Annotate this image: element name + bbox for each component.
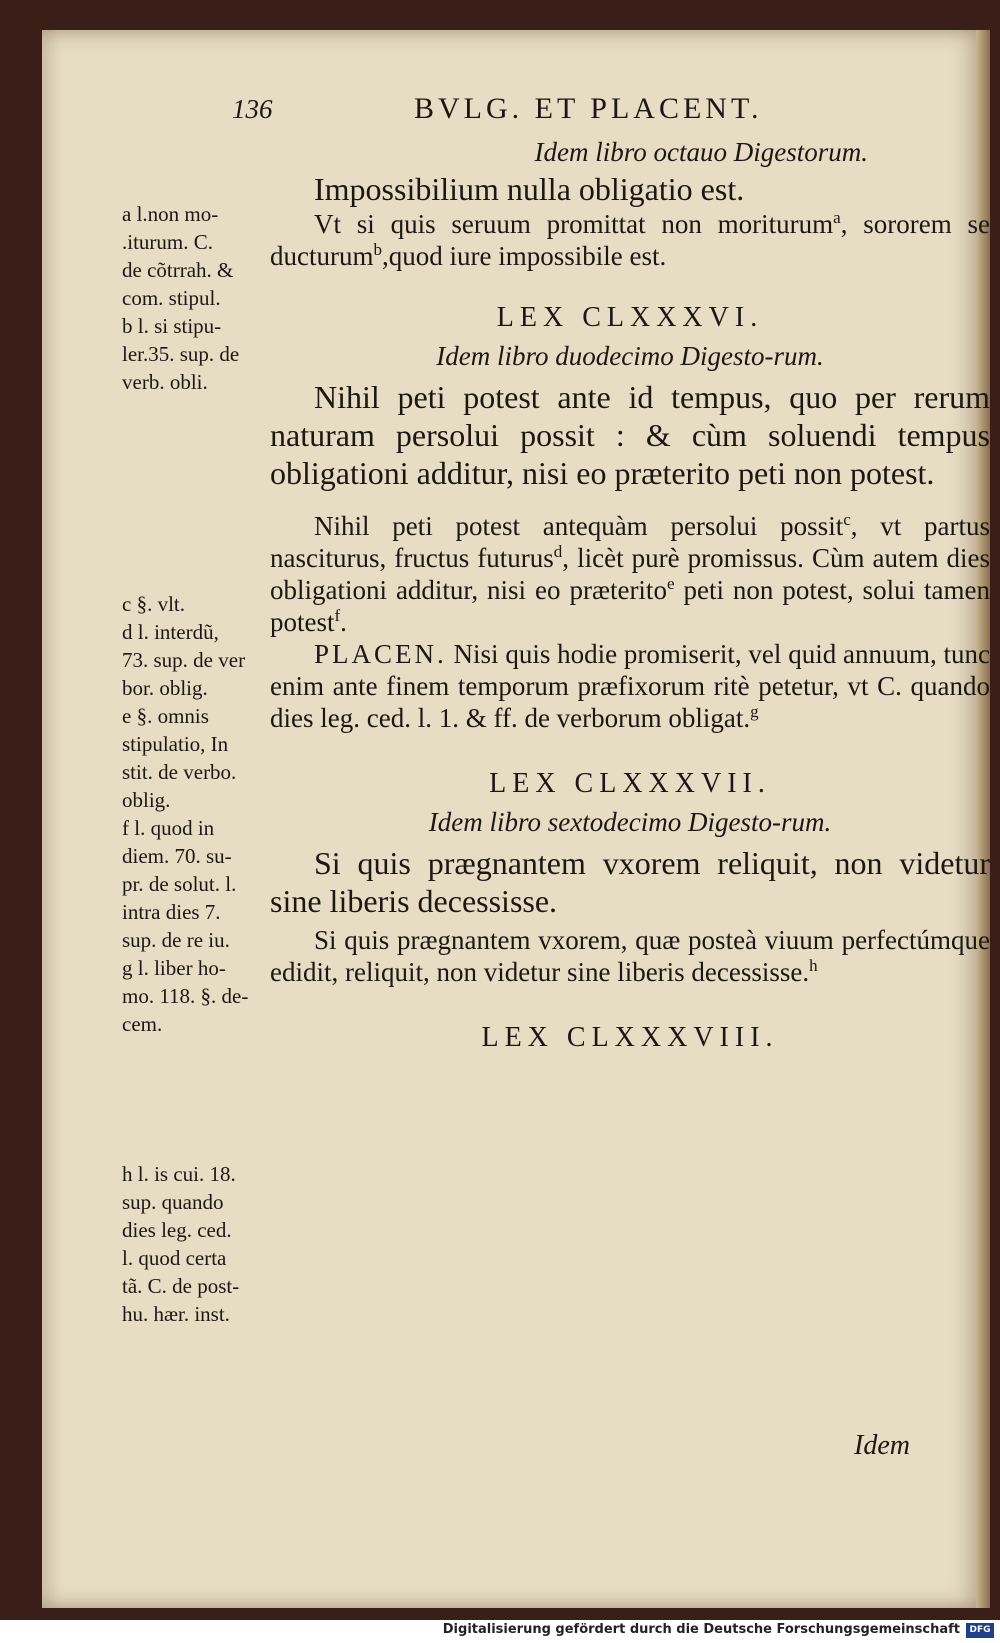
main-text	[270, 134, 990, 1058]
placen-label: PLACEN.	[314, 639, 447, 669]
margin-note: bor. oblig.	[122, 676, 208, 700]
page-number: 136	[232, 94, 273, 124]
margin-note: hu. hær. inst.	[122, 1302, 230, 1326]
margin-note: pr. de solut. l.	[122, 872, 237, 896]
gloss-paragraph	[270, 924, 990, 988]
rule-text: Impossibilium nulla obligatio est.	[314, 171, 745, 207]
margin-note: b l. si stipu-	[122, 314, 222, 338]
rule-text: Si quis prægnantem vxorem reliquit, non videtur sine liberis decessisse.	[270, 845, 990, 919]
margin-note: verb. obli.	[122, 370, 208, 394]
margin-note: l. quod certa	[122, 1246, 227, 1270]
note-ref: b	[373, 240, 382, 259]
book-page	[42, 30, 990, 1608]
margin-note: a l.non mo-	[122, 202, 219, 226]
margin-note: f l. quod in	[122, 816, 215, 840]
margin-note: intra dies 7.	[122, 900, 221, 924]
footer-credit: Digitalisierung gefördert durch die Deutsche Forschungsgemeinschaft	[442, 1622, 960, 1637]
margin-note: stit. de verbo.	[122, 760, 237, 784]
margin-note: diem. 70. su-	[122, 844, 232, 868]
gloss-text: , sororem se ducturum	[270, 209, 990, 271]
note-ref: c	[843, 510, 851, 529]
source-heading: Idem libro duodecimo Digesto-rum.	[436, 341, 824, 371]
gloss-text: Si quis prægnantem vxorem, quæ posteà viuum perfectúmque edidit, reliquit, non videtur sine liberis decessisse.	[270, 925, 990, 987]
gloss-text: , vt partus nasciturus, fructus futurus	[270, 511, 990, 573]
margin-note: mo. 118. §. de-	[122, 984, 249, 1008]
gloss-text: peti non potest, solui tamen potest	[270, 575, 990, 637]
rule-text: Nihil peti potest ante id tempus, quo per rerum naturam persolui possit : & cùm soluendi tempus obligationi additur, nisi eo præterito peti non potest.	[270, 379, 990, 491]
note-ref: d	[553, 542, 563, 561]
running-title: BVLG. ET PLACENT.	[414, 92, 763, 125]
dfg-logo: DFG	[966, 1623, 994, 1638]
margin-note: e §. omnis	[122, 704, 209, 728]
margin-note: c §. vlt.	[122, 592, 185, 616]
lex-title: LEX CLXXXVII.	[489, 768, 771, 799]
margin-notes-group-1	[122, 200, 277, 396]
gloss-text: Nisi quis hodie promiserit, vel quid annuum, tunc enim ante finem temporum præfixorum ritè petetur, vt C. quando dies leg. ced. l. 1. & ff. de verborum obligat.	[270, 639, 990, 733]
page-header	[42, 92, 990, 132]
margin-note: sup. de re iu.	[122, 928, 230, 952]
margin-notes-group-3	[122, 1160, 277, 1328]
placentinus-gloss	[270, 638, 990, 734]
gloss-text: .	[340, 607, 347, 637]
margin-note: oblig.	[122, 788, 171, 812]
note-ref: f	[334, 606, 341, 625]
gloss-text: Vt si quis seruum promittat non moriturum	[314, 209, 834, 239]
note-ref: h	[809, 956, 818, 975]
footer-bar	[0, 1620, 1000, 1643]
note-ref: e	[666, 574, 675, 593]
margin-note: dies leg. ced.	[122, 1218, 232, 1242]
margin-note: 73. sup. de ver	[122, 648, 246, 672]
margin-note: .iturum. C.	[122, 230, 214, 254]
margin-note: sup. quando	[122, 1190, 224, 1214]
margin-note: ler.35. sup. de	[122, 342, 240, 366]
gloss-paragraph	[270, 510, 990, 638]
margin-note: stipulatio, In	[122, 732, 229, 756]
margin-note: com. stipul.	[122, 286, 221, 310]
gloss-text: Nihil peti potest antequàm persolui possit	[314, 511, 844, 541]
gloss-text: , licèt purè promissus. Cùm autem dies obligationi additur, nisi eo præterito	[270, 543, 990, 605]
margin-note: g l. liber ho-	[122, 956, 226, 980]
margin-note: de cõtrrah. &	[122, 258, 234, 282]
margin-notes-group-2	[122, 590, 277, 1038]
note-ref: a	[833, 208, 841, 227]
margin-note: tã. C. de post-	[122, 1274, 240, 1298]
lex-title: LEX CLXXXVIII.	[481, 1022, 779, 1053]
lex-title: LEX CLXXXVI.	[496, 302, 764, 333]
margin-note: cem.	[122, 1012, 163, 1036]
note-ref: g	[750, 702, 759, 721]
source-heading: Idem libro sextodecimo Digesto-rum.	[428, 807, 832, 837]
margin-note: h l. is cui. 18.	[122, 1162, 236, 1186]
margin-note: d l. interdũ,	[122, 620, 219, 644]
source-heading: Idem libro octauo Digestorum.	[534, 137, 868, 167]
gloss-text: ,quod iure impossibile est.	[381, 241, 667, 271]
catchword: Idem	[854, 1430, 910, 1461]
gloss-paragraph	[270, 208, 990, 272]
